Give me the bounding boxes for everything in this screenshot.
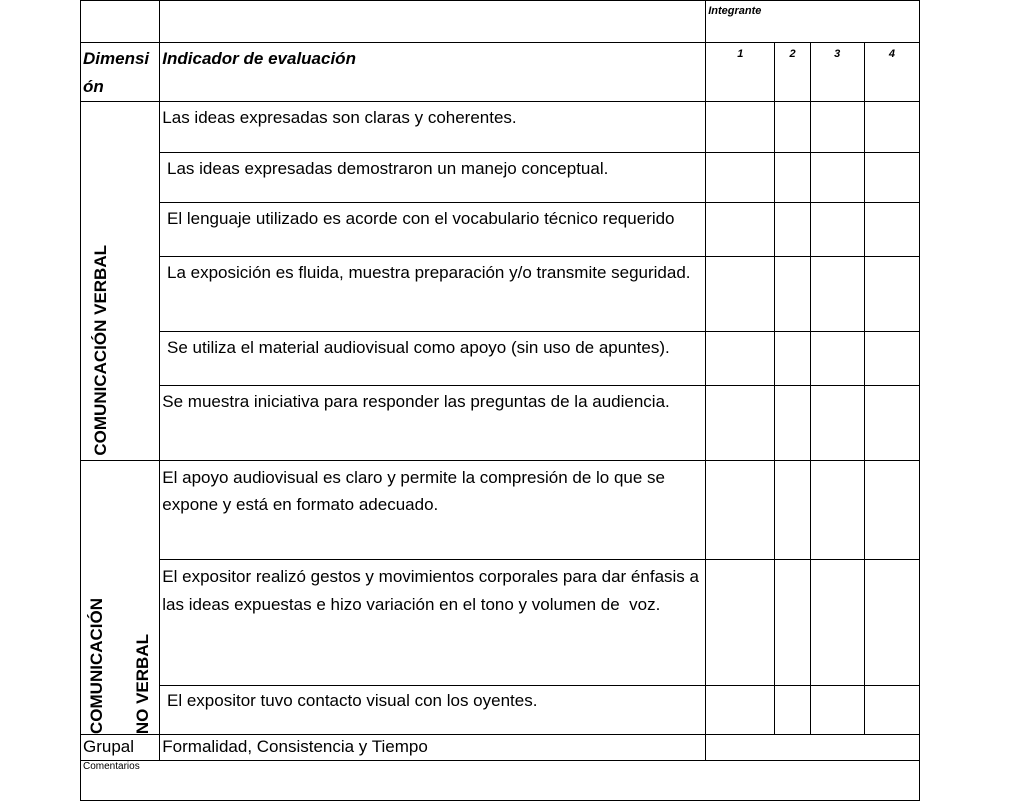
score-header-4 <box>864 43 919 102</box>
score-cell[interactable] <box>706 461 775 560</box>
indicator-row <box>81 102 920 153</box>
indicator-cell <box>160 560 706 686</box>
score-cell[interactable] <box>775 102 810 153</box>
score-cell[interactable] <box>706 332 775 386</box>
indicator-row <box>81 386 920 461</box>
indicator-text: La exposición es fluida, muestra preparación y/o transmite seguridad. <box>162 263 691 282</box>
score-cell[interactable] <box>810 686 864 735</box>
comentarios-row <box>81 761 920 801</box>
indicator-text: El lenguaje utilizado es acorde con el vocabulario técnico requerido <box>162 209 675 228</box>
indicator-cell <box>160 153 706 203</box>
score-cell[interactable] <box>864 560 919 686</box>
score-cell[interactable] <box>775 461 810 560</box>
indicator-row <box>81 686 920 735</box>
score-cell[interactable] <box>864 686 919 735</box>
indicator-cell <box>160 461 706 560</box>
indicator-text: El expositor realizó gestos y movimientos corporales para dar énfasis a las ideas expuestas e hizo variación en el tono y volumen de voz. <box>162 567 704 614</box>
grupal-label: Grupal <box>83 737 135 756</box>
indicator-row <box>81 461 920 560</box>
indicator-text: Se utiliza el material audiovisual como apoyo (sin uso de apuntes). <box>162 338 670 357</box>
score-cell[interactable] <box>864 386 919 461</box>
grupal-indicator-text: Formalidad, Consistencia y Tiempo <box>162 737 428 756</box>
score-header-3 <box>810 43 864 102</box>
score-header-1 <box>706 43 775 102</box>
comentarios-cell[interactable] <box>81 761 920 801</box>
score-cell[interactable] <box>810 257 864 332</box>
dimension-no-verbal-label-line1: COMUNICACIÓN <box>87 598 106 734</box>
score-label-2: 2 <box>789 48 796 60</box>
score-cell[interactable] <box>706 386 775 461</box>
score-cell[interactable] <box>864 153 919 203</box>
score-label-1: 1 <box>737 48 744 60</box>
empty-cell <box>160 1 706 43</box>
score-cell[interactable] <box>864 203 919 257</box>
score-cell[interactable] <box>864 461 919 560</box>
dimension-verbal-label: COMUNICACIÓN VERBAL <box>91 245 110 456</box>
score-cell[interactable] <box>864 332 919 386</box>
score-cell[interactable] <box>775 386 810 461</box>
integrante-header-cell <box>706 1 920 43</box>
score-cell[interactable] <box>810 461 864 560</box>
indicator-text: Se muestra iniciativa para responder las preguntas de la audiencia. <box>162 392 670 411</box>
score-cell[interactable] <box>810 332 864 386</box>
score-cell[interactable] <box>775 257 810 332</box>
score-cell[interactable] <box>706 560 775 686</box>
dimension-verbal-cell <box>81 102 160 461</box>
indicator-text: El apoyo audiovisual es claro y permite la compresión de lo que se expone y está en formato adecuado. <box>162 468 666 514</box>
score-cell[interactable] <box>810 386 864 461</box>
dimension-label: Dimensi ón <box>83 49 150 96</box>
score-cell[interactable] <box>775 153 810 203</box>
header-row-columns <box>81 43 920 102</box>
score-label-4: 4 <box>888 48 895 60</box>
score-cell[interactable] <box>706 153 775 203</box>
header-row-integrante <box>81 1 920 43</box>
indicator-row <box>81 203 920 257</box>
score-cell[interactable] <box>775 686 810 735</box>
score-cell[interactable] <box>810 102 864 153</box>
score-cell[interactable] <box>864 102 919 153</box>
indicator-text: Las ideas expresadas demostraron un manejo conceptual. <box>162 159 609 178</box>
indicator-cell <box>160 203 706 257</box>
indicator-cell <box>160 332 706 386</box>
score-cell[interactable] <box>775 560 810 686</box>
grupal-dimension-cell <box>81 735 160 761</box>
indicator-row <box>81 560 920 686</box>
grupal-indicator-cell <box>160 735 706 761</box>
score-cell[interactable] <box>864 257 919 332</box>
indicador-header-cell <box>160 43 706 102</box>
score-cell[interactable] <box>706 257 775 332</box>
score-cell[interactable] <box>775 203 810 257</box>
indicador-label: Indicador de evaluación <box>162 49 356 68</box>
grupal-row <box>81 735 920 761</box>
score-cell[interactable] <box>775 332 810 386</box>
score-cell[interactable] <box>810 203 864 257</box>
score-cell[interactable] <box>706 203 775 257</box>
empty-cell <box>81 1 160 43</box>
indicator-text: El expositor tuvo contacto visual con los oyentes. <box>162 691 538 710</box>
indicator-row <box>81 332 920 386</box>
indicator-cell <box>160 102 706 153</box>
indicator-row <box>81 257 920 332</box>
evaluation-rubric-table <box>80 0 920 801</box>
integrante-label: Integrante <box>708 5 762 17</box>
score-header-2 <box>775 43 810 102</box>
dimension-no-verbal-label-line2: NO VERBAL <box>133 633 152 734</box>
indicator-cell <box>160 686 706 735</box>
indicator-cell <box>160 386 706 461</box>
score-label-3: 3 <box>834 48 841 60</box>
score-cell[interactable] <box>706 686 775 735</box>
indicator-row <box>81 153 920 203</box>
score-cell[interactable] <box>706 102 775 153</box>
indicator-cell <box>160 257 706 332</box>
score-cell[interactable] <box>810 153 864 203</box>
dimension-header-cell <box>81 43 160 102</box>
comentarios-label: Comentarios <box>83 761 140 772</box>
score-cell[interactable] <box>810 560 864 686</box>
grupal-score-cell[interactable] <box>706 735 920 761</box>
dimension-no-verbal-cell <box>81 461 160 735</box>
indicator-text: Las ideas expresadas son claras y coherentes. <box>162 108 517 127</box>
